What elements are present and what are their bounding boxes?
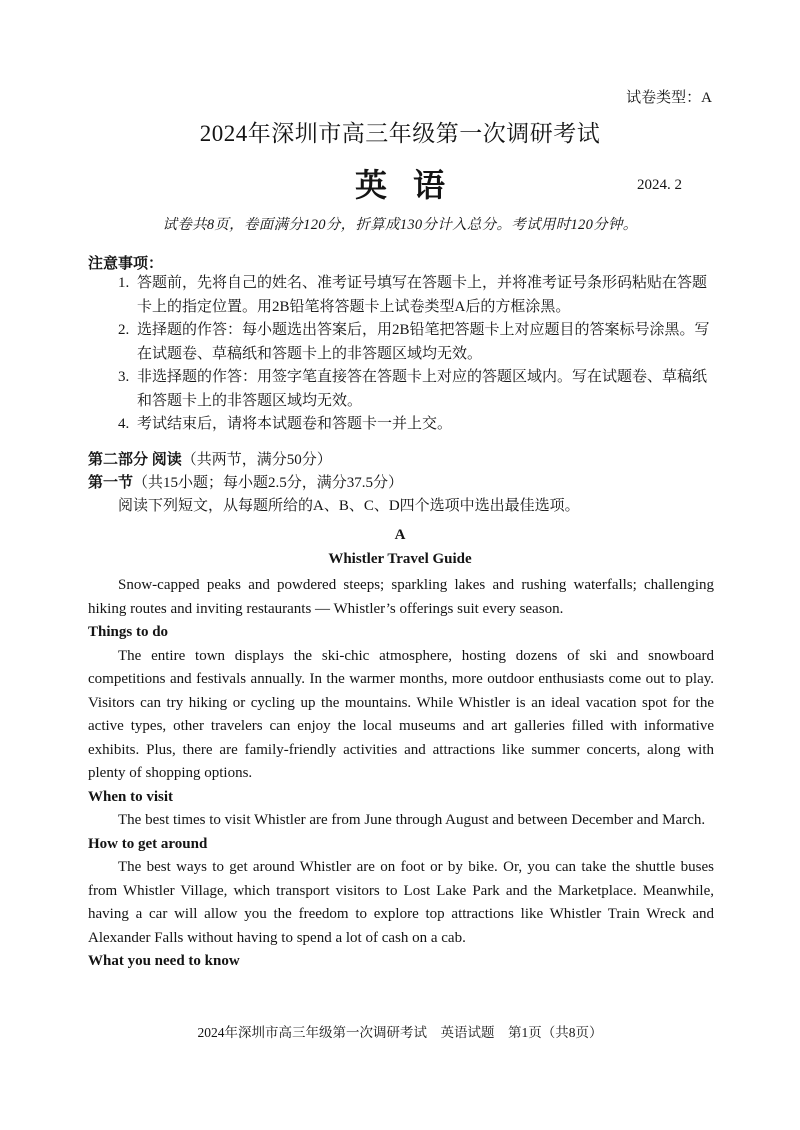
notes-item-number: 1. — [118, 275, 130, 291]
notes-item — [88, 272, 718, 319]
notes-item-number: 4. — [118, 416, 130, 432]
notes-item — [88, 319, 718, 366]
passage-section-heading: Things to do — [88, 624, 169, 640]
notes-item-number: 2. — [118, 322, 130, 338]
section-instruction: 阅读下列短文，从每题所给的A、B、C、D四个选项中选出最佳选项。 — [118, 498, 580, 514]
passage-section-heading: What you need to know — [88, 953, 240, 969]
notes-item-text: 选择题的作答：每小题选出答案后，用2B铅笔把答题卡上对应题目的答案标号涂黑。写在试题卷、草稿纸和答题卡上的非答题区域均无效。 — [137, 322, 710, 362]
passage-letter: A — [394, 527, 406, 543]
notes-item-text: 考试结束后，请将本试题卷和答题卡一并上交。 — [137, 416, 453, 432]
section-title: 第一节 — [88, 475, 134, 491]
notes-item-text: 非选择题的作答：用签字笔直接答在答题卡上对应的答题区域内。写在试题卷、草稿纸和答题卡上的非答题区域均无效。 — [137, 369, 708, 409]
notes-item-number: 3. — [118, 369, 130, 385]
paper-type-label: 试卷类型：A — [626, 90, 712, 106]
passage-section-heading: How to get around — [88, 835, 208, 852]
exam-date: 2024. 2 — [637, 177, 682, 193]
subject-title: 英语 — [354, 167, 471, 203]
part-heading — [88, 448, 332, 469]
passage-section-heading: When to visit — [88, 788, 174, 805]
page-footer: 2024年深圳市高三年级第一次调研考试 英语试题 第1页（共8页） — [197, 1025, 603, 1040]
passage-body — [88, 574, 714, 974]
part-title: 第二部分 阅读 — [88, 452, 182, 468]
exam-title: 2024年深圳市高三年级第一次调研考试 — [199, 121, 601, 146]
passage-section-text: The best ways to get around Whistler are on foot or by bike. Or, you can take the shuttle buses from Whistler Village, which transport visitors to Lost Lake Park and the Marketplace. Meanwhile, having a car will allow you the freedom to explore top attractions like Whistler Train Wreck and Alexander Falls without having to spend a lot of cash on a cab. — [88, 859, 714, 946]
part-detail: （共两节，满分50分） — [181, 452, 332, 468]
notes-item — [88, 413, 718, 437]
section-heading — [88, 471, 403, 492]
passage-intro: Snow-capped peaks and powdered steeps; sparkling lakes and rushing waterfalls; challenging hiking routes and inviting restaurants — Whistler’s offerings suit every season. — [88, 577, 714, 617]
notes-heading: 注意事项： — [88, 256, 164, 272]
passage-title: Whistler Travel Guide — [328, 551, 472, 567]
notes-item-text: 答题前，先将自己的姓名、准考证号填写在答题卡上，并将准考证号条形码粘贴在答题卡上的指定位置。用2B铅笔将答题卡上试卷类型A后的方框涂黑。 — [137, 275, 708, 315]
notes-item — [88, 366, 718, 413]
exam-info: 试卷共8页，卷面满分120分，折算成130分计入总分。考试用时120分钟。 — [162, 217, 638, 233]
notes-list — [88, 272, 718, 437]
passage-section-text: The best times to visit Whistler are from June through August and between December and March. — [118, 812, 706, 828]
passage-section-text: The entire town displays the ski-chic atmosphere, hosting dozens of ski and snowboard competitions and festivals annually. In the warmer months, more outdoor enthusiasts come out to play. Visitors can try hiking or cycling up the mountains. While Whistler is an ideal vacation spot for the active types, other travelers can enjoy the local museums and art galleries filled with informative exhibits. Plus, there are family-friendly activities and attractions like summer concerts, along with plenty of shopping options. — [88, 647, 714, 781]
section-detail: （共15小题；每小题2.5分，满分37.5分） — [133, 475, 404, 491]
